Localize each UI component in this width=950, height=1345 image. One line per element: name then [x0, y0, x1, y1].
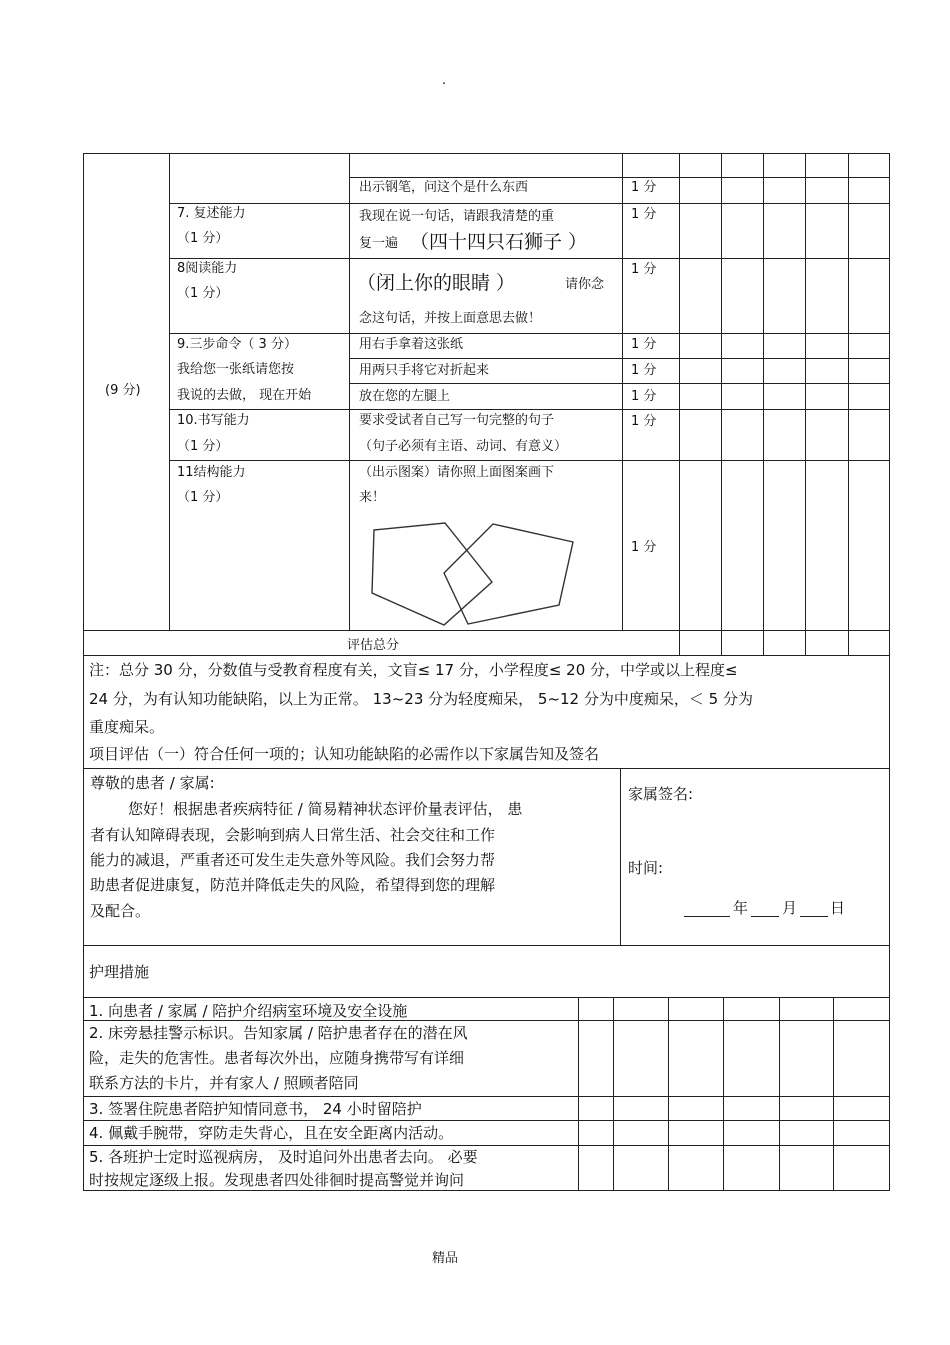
year-label: 年	[733, 899, 749, 917]
signature-label: 家属签名:	[628, 785, 694, 803]
page-footer: 精品	[432, 1251, 459, 1266]
naming-task: 出示钢笔，问这个是什么东西	[359, 180, 529, 195]
measures-title: 护理措施	[89, 963, 150, 981]
write-label: 10.书写能力	[177, 413, 250, 428]
cmd-score2: 1 分	[631, 363, 657, 378]
struct-task1: （出示图案）请你照上面图案画下	[359, 465, 555, 480]
repeat-label: 7. 复述能力	[177, 206, 246, 221]
notice-line-4: 助患者促进康复，防范并降低走失的风险，希望得到您的理解	[90, 876, 496, 894]
naming-score: 1 分	[631, 180, 657, 195]
cmd-task1: 用右手拿着这张纸	[359, 337, 464, 352]
repeat-score: 1 分	[631, 207, 657, 222]
note-line-2: 24 分，为有认知功能缺陷，以上为正常。 13~23 分为轻度痴呆， 5~12 分为中度痴呆，＜ 5 分为	[89, 690, 753, 708]
repeat-task-prefix: 复一遍	[359, 236, 399, 251]
notice-line-2: 者有认知障碍表现，会影响到病人日常生活、社会交往和工作	[90, 826, 496, 844]
cmd-task3: 放在您的左腿上	[359, 389, 451, 404]
cmd-score1: 1 分	[631, 337, 657, 352]
notice-line-1: 您好！根据患者疾病特征 / 简易精神状态评价量表评估， 患	[128, 800, 523, 818]
repeat-task-line1: 我现在说一句话，请跟我清楚的重	[359, 209, 555, 224]
measure-1: 1. 向患者 / 家属 / 陪护介绍病室环境及安全设施	[89, 1002, 408, 1020]
note-line-4: 项目评估（一）符合任何一项的；认知功能缺陷的必需作以下家属告知及签名	[89, 745, 600, 763]
intersecting-pentagons-figure	[360, 515, 585, 630]
measure-2-line3: 联系方法的卡片，并有家人 / 照顾者陪同	[89, 1074, 359, 1092]
cmd-desc1: 我给您一张纸请您按	[177, 362, 295, 377]
read-points: （1 分）	[177, 286, 229, 301]
read-label: 8阅读能力	[177, 261, 238, 276]
page-dot: ·	[442, 77, 447, 92]
notice-line-3: 能力的减退，严重者还可发生走失意外等风险。我们会努力帮	[90, 851, 496, 869]
write-points: （1 分）	[177, 439, 229, 454]
measure-4: 4. 佩戴手腕带，穿防走失背心，且在安全距离内活动。	[89, 1124, 454, 1142]
measure-5-line2: 时按规定逐级上报。发现患者四处徘徊时提高警觉并询问	[89, 1171, 465, 1189]
read-score: 1 分	[631, 262, 657, 277]
read-phrase: （闭上你的眼睛 ）	[357, 272, 516, 294]
measure-2-line1: 2. 床旁悬挂警示标识。告知家属 / 陪护患者存在的潜在风	[89, 1024, 468, 1042]
cmd-task2: 用两只手将它对折起来	[359, 363, 490, 378]
notice-line-5: 及配合。	[90, 902, 151, 920]
section-score: (9 分)	[105, 383, 141, 398]
month-label: 月	[782, 899, 798, 917]
struct-points: （1 分）	[177, 490, 229, 505]
write-task2: （句子必须有主语、动词、有意义）	[359, 439, 568, 454]
read-task-line2: 念这句话，并按上面意思去做！	[359, 311, 542, 326]
time-label: 时间:	[628, 859, 664, 877]
struct-score: 1 分	[631, 540, 657, 555]
total-label: 评估总分	[347, 638, 400, 653]
struct-label: 11结构能力	[177, 465, 246, 480]
cmd-desc2: 我说的去做， 现在开始	[177, 388, 312, 403]
note-line-3: 重度痴呆。	[89, 718, 165, 736]
read-suffix: 请你念	[565, 277, 605, 292]
note-line-1: 注：总分 30 分，分数值与受教育程度有关，文盲≤ 17 分，小学程度≤ 20 分，中学或以上程度≤	[89, 661, 738, 679]
write-score: 1 分	[631, 414, 657, 429]
repeat-points: （1 分）	[177, 231, 229, 246]
measure-5-line1: 5. 各班护士定时巡视病房， 及时追问外出患者去向。 必要	[89, 1148, 478, 1166]
write-task1: 要求受试者自己写一句完整的句子	[359, 413, 555, 428]
notice-salutation: 尊敬的患者 / 家属:	[90, 774, 215, 792]
measure-2-line2: 险，走失的危害性。患者每次外出，应随身携带写有详细	[89, 1049, 465, 1067]
cmd-label: 9.三步命令（ 3 分）	[177, 337, 297, 352]
measure-3: 3. 签署住院患者陪护知情同意书， 24 小时留陪护	[89, 1100, 422, 1118]
cmd-score3: 1 分	[631, 389, 657, 404]
repeat-phrase: （四十四只石狮子 ）	[410, 231, 588, 253]
day-label: 日	[830, 899, 846, 917]
struct-task2: 来！	[359, 490, 386, 505]
